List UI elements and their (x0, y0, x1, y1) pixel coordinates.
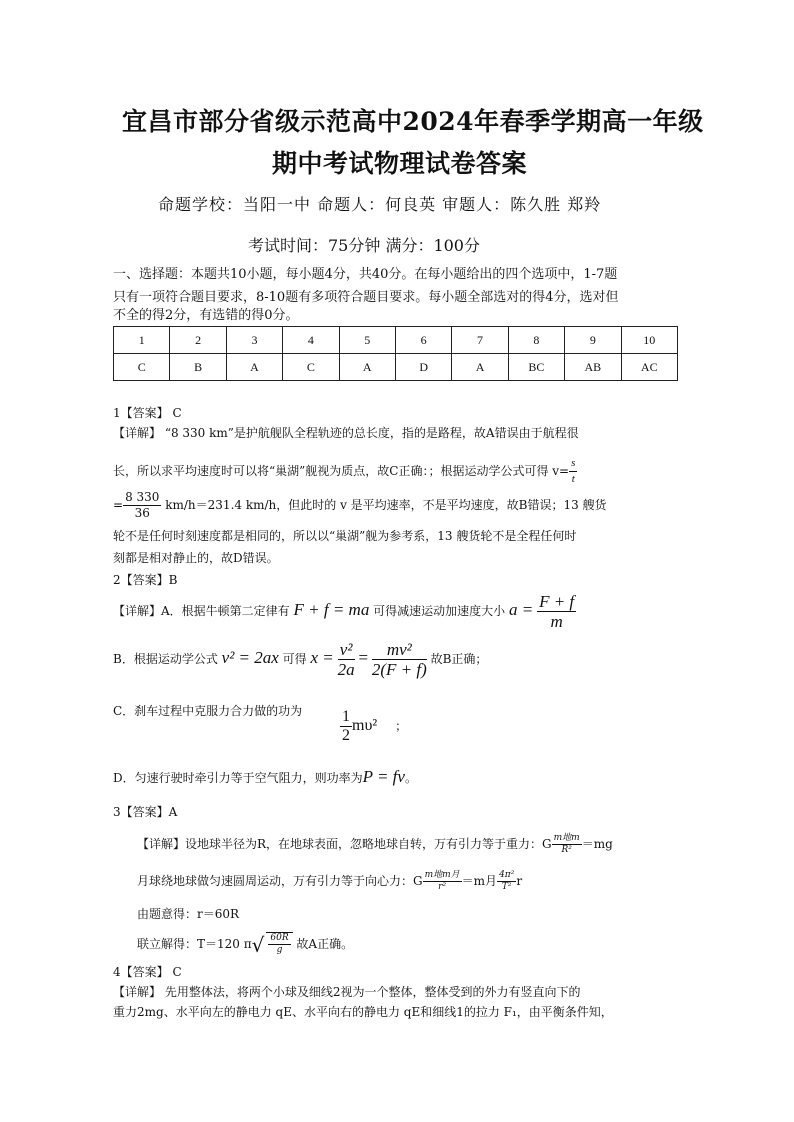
centripetal-fraction (497, 870, 516, 893)
fraction-denominator: m (550, 612, 563, 631)
q2-c-text: C．刹车过程中克服力合力做的功为 (113, 704, 303, 718)
page-title-line2: 期中考试物理试卷答案 (272, 149, 528, 178)
fraction-denominator: g (276, 945, 283, 955)
page-title-line1: 宜昌市部分省级示范高中2024年春季学期高一年级 (122, 107, 704, 136)
section1-line2: 只有一项符合题目要求，8-10题有多项符合题目要求。每小题全部选对的得4分，选对但 (113, 290, 619, 305)
q1-detail-line4: 轮不是任何时刻速度都是相同的，所以以“巢湖”舰为参考系，13 艘货轮不是全程任何时 (113, 529, 577, 543)
table-cell: AB (565, 354, 621, 381)
fraction-denominator: r² (438, 882, 447, 892)
q3-line1-text: 【详解】设地球半径为R，在地球表面，忽略地球自转，万有引力等于重力：G (137, 837, 552, 851)
q1-detail-line2-text: 长，所以求平均速度时可以将“巢湖”舰视为质点，故C正确：；根据运动学公式可得 v= (113, 464, 570, 478)
q1-speed-fraction (123, 490, 161, 521)
fraction-numerator: mv² (372, 640, 427, 660)
q1-detail-line1: 【详解】 “8 330 km”是护航舰队全程轨迹的总长度，指的是路程，故A错误由于航程很 (113, 426, 579, 440)
x-fraction-1 (338, 640, 355, 679)
q1-detail-line2 (113, 456, 577, 487)
equals-sign: = (113, 498, 124, 512)
q2-c-work-expression (340, 708, 407, 745)
fraction-numerator: 8 330 (125, 490, 160, 504)
table-cell: C (114, 354, 170, 381)
table-cell: 1 (114, 327, 170, 354)
q3-line4 (137, 932, 353, 957)
q1-line3-text: km/h＝231.4 km/h，但此时的 v 是平均速率，不是平均速度，故B错误；13 艘货 (161, 498, 607, 512)
q3-line3: 由题意得：r＝60R (137, 907, 240, 921)
q2-b-text: B．根据运动学公式 (113, 652, 218, 666)
fraction-denominator: 2a (337, 660, 355, 679)
semicolon: ； (395, 719, 408, 734)
q3-line2-text: 月球绕地球做匀速圆周运动，万有引力等于向心力：G (137, 874, 423, 888)
table-cell: 3 (226, 327, 282, 354)
accel-lhs: a = (509, 600, 534, 619)
q2-detail-d (113, 767, 417, 787)
exam-info: 考试时间：75分钟 满分：100分 (248, 236, 480, 255)
q2-d-text: D．匀速行驶时牵引力等于空气阻力，则功率为 (113, 771, 363, 785)
table-cell: 7 (452, 327, 508, 354)
table-cell: C (283, 354, 339, 381)
q3-line1-end: ＝mg (581, 837, 613, 851)
x-fraction-2 (372, 640, 427, 679)
q3-line2-end: r (516, 874, 523, 888)
answer-table (113, 326, 678, 381)
q3-line4-end: 故A正确。 (292, 937, 354, 951)
section1-line1: 一、选择题：本题共10小题，每小题4分，共40分。在每小题给出的四个选项中，1-7题 (113, 267, 618, 282)
section1-line3: 不全的得2分，有选错的得0分。 (113, 308, 299, 323)
q2-detail-c (113, 702, 302, 719)
q1-velocity-fraction (569, 456, 577, 487)
fraction-denominator: 36 (134, 506, 150, 520)
q4-line1: 【详解】 先用整体法，将两个小球及细线2视为一个整体，整体受到的外力有竖直向下的 (113, 985, 581, 999)
q2-a-mid: 可得减速运动加速度大小 (373, 604, 506, 618)
fraction-denominator: 2 (342, 727, 350, 744)
table-cell: AC (621, 354, 677, 381)
fraction-denominator: R² (561, 845, 572, 855)
q3-answer: 3【答案】A (113, 805, 178, 819)
q3-line2-mid: ＝m月 (461, 874, 498, 888)
table-cell: 4 (283, 327, 339, 354)
q3-line1 (137, 833, 613, 856)
authors-line: 命题学校：当阳一中 命题人：何良英 审题人：陈久胜 郑羚 (158, 195, 602, 214)
fraction-numerator: 4π² (499, 870, 515, 880)
q3-line4-text: 联立解得：T＝120 π (137, 937, 252, 951)
table-cell: 5 (339, 327, 395, 354)
q4-answer: 4【答案】 C (113, 965, 182, 979)
fraction-numerator: s (569, 456, 577, 472)
gravity-fraction-2 (423, 870, 462, 893)
q1-detail-line5: 刻都是相对静止的，故D错误。 (113, 551, 279, 565)
table-cell: 2 (170, 327, 226, 354)
q3-line2 (137, 870, 522, 893)
sqrt-content (266, 932, 292, 956)
newton-equation: F + f = ma (293, 600, 370, 619)
sqrt-icon: √ (251, 933, 265, 957)
table-cell: A (339, 354, 395, 381)
table-cell: 10 (621, 327, 677, 354)
fraction-denominator: T² (501, 882, 512, 892)
gravity-fraction (552, 833, 582, 856)
work-tail: mυ² (352, 717, 378, 735)
q4-line2: 重力2mg、水平向左的静电力 qE、水平向右的静电力 qE和细线1的拉力 F₁，由平衡条件知， (113, 1005, 613, 1019)
fraction-denominator: 2(F + f) (371, 660, 427, 679)
fraction-numerator: 1 (342, 708, 350, 725)
period: 。 (404, 771, 417, 785)
table-cell: A (452, 354, 508, 381)
q2-detail-a (113, 592, 576, 631)
q1-answer: 1【答案】 C (113, 406, 182, 420)
table-cell: B (170, 354, 226, 381)
table-row-answers (114, 354, 678, 381)
table-cell: BC (508, 354, 564, 381)
table-cell: 6 (395, 327, 451, 354)
q2-answer: 2【答案】B (113, 573, 178, 587)
q2-b-mid: 可得 (282, 652, 307, 666)
fraction-numerator: m地m (553, 833, 580, 843)
fraction-numerator: F + f (539, 592, 575, 611)
fraction-denominator: t (571, 473, 575, 485)
fraction-numerator: 60R (270, 933, 289, 943)
q1-detail-line3 (113, 490, 607, 521)
q2-b-suffix: 故B正确； (430, 652, 488, 666)
table-row-numbers (114, 327, 678, 354)
table-cell: D (395, 354, 451, 381)
table-cell: 9 (565, 327, 621, 354)
equals-sign: = (358, 648, 369, 667)
fraction-numerator: v² (338, 640, 355, 660)
table-cell: A (226, 354, 282, 381)
table-cell: 8 (508, 327, 564, 354)
sqrt-fraction (268, 933, 290, 956)
accel-fraction (537, 592, 576, 631)
q2-a-text: 【详解】A．根据牛顿第二定律有 (113, 604, 290, 618)
fraction-numerator: m地m月 (424, 870, 460, 880)
q2-detail-b (113, 640, 487, 679)
half-fraction (340, 708, 352, 745)
x-lhs: x = (310, 648, 334, 667)
kinematics-equation: v² = 2ax (221, 648, 279, 667)
power-equation: P = fv (362, 767, 405, 786)
